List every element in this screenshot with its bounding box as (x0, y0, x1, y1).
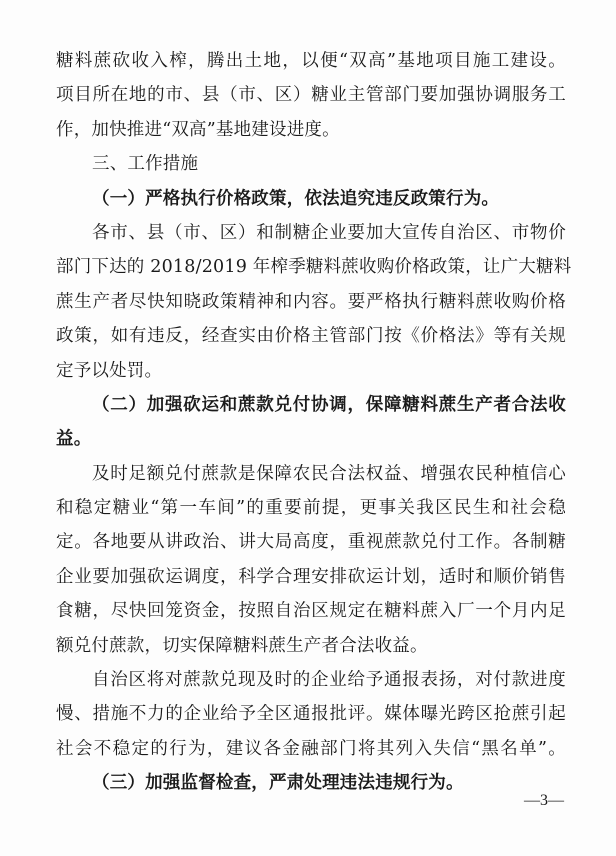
paragraph-line: 政策，如有违反，经查实由价格主管部门按《价格法》等有关规 (56, 326, 566, 347)
paragraph-line: 额兑付蔗款，切实保障糖料蔗生产者合法收益。 (56, 635, 428, 656)
paragraph-line: 食糖，尽快回笼资金，按照自治区规定在糖料蔗入厂一个月内足 (56, 601, 566, 622)
paragraph-line: 自治区将对蔗款兑现及时的企业给予通报表扬，对付款进度 (92, 670, 566, 691)
paragraph-line: 项目所在地的市、县（市、区）糖业主管部门要加强协调服务工 (56, 85, 566, 106)
paragraph-line: 及时足额兑付蔗款是保障农民合法权益、增强农民种植信心 (92, 463, 566, 484)
subheading-supervision: （三）加强监督检查，严肃处理违法违规行为。 (92, 773, 464, 794)
paragraph-line: 蔗生产者尽快知晓政策精神和内容。要严格执行糖料蔗收购价格 (56, 291, 566, 312)
section-heading-work-measures: 三、工作措施 (92, 154, 199, 175)
document-body (56, 44, 572, 801)
paragraph-line: 企业要加强砍运调度，科学合理安排砍运计划，适时和顺价销售 (56, 566, 566, 587)
paragraph-line: 糖料蔗砍收入榨，腾出土地，以便“双高”基地项目施工建设。 (56, 51, 566, 71)
paragraph-line: 作，加快推进“双高”基地建设进度。 (56, 119, 340, 140)
paragraph-line: 慢、措施不力的企业给予全区通报批评。媒体曝光跨区抢蔗引起 (56, 704, 566, 725)
paragraph-line: 社会不稳定的行为，建议各金融部门将其列入失信“黑名单”。 (56, 738, 566, 759)
subheading-payment-coordination-end: 益。 (56, 429, 92, 450)
subheading-price-policy: （一）严格执行价格政策，依法追究违反政策行为。 (92, 188, 500, 209)
page-number: —3— (524, 792, 564, 809)
paragraph-line: 各市、县（市、区）和制糖企业要加大宣传自治区、市物价 (92, 222, 566, 243)
paragraph-line: 和稳定糖业“第一车间”的重要前提，更事关我区民生和社会稳 (56, 498, 566, 519)
paragraph-line: 定。各地要从讲政治、讲大局高度，重视蔗款兑付工作。各制糖 (56, 532, 566, 553)
paragraph-line: 定予以处罚。 (56, 360, 163, 381)
paragraph-line: 部门下达的 2018/2019 年榨季糖料蔗收购价格政策，让广大糖料 (56, 257, 572, 278)
subheading-payment-coordination: （二）加强砍运和蔗款兑付协调，保障糖料蔗生产者合法收 (92, 394, 566, 415)
